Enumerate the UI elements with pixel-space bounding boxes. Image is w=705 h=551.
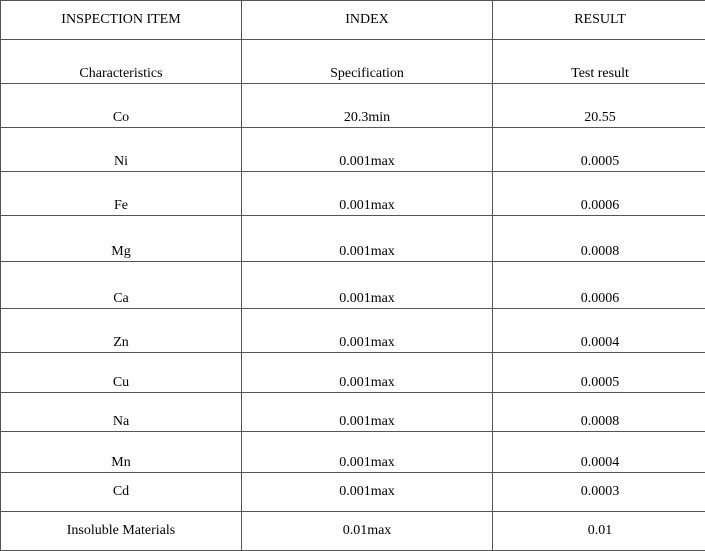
cell-index: 0.001max <box>242 432 493 473</box>
header-inspection-item: INSPECTION ITEM <box>1 1 242 40</box>
header-index: INDEX <box>242 1 493 40</box>
table-row <box>1 353 705 393</box>
subheader-specification: Specification <box>242 40 493 84</box>
table-row <box>1 84 705 128</box>
cell-result: 0.01 <box>493 512 705 551</box>
cell-result: 0.0006 <box>493 262 705 309</box>
cell-index: 0.001max <box>242 172 493 216</box>
cell-result: 0.0005 <box>493 353 705 393</box>
cell-index: 0.001max <box>242 128 493 172</box>
cell-index: 0.001max <box>242 262 493 309</box>
cell-item: Co <box>1 84 242 128</box>
cell-index: 0.001max <box>242 473 493 512</box>
cell-index: 0.001max <box>242 393 493 432</box>
cell-result: 0.0004 <box>493 432 705 473</box>
header-result: RESULT <box>493 1 705 40</box>
cell-index: 0.001max <box>242 309 493 353</box>
cell-item: Ca <box>1 262 242 309</box>
cell-item: Cu <box>1 353 242 393</box>
cell-index: 0.01max <box>242 512 493 551</box>
cell-result: 20.55 <box>493 84 705 128</box>
cell-result: 0.0004 <box>493 309 705 353</box>
subheader-test-result: Test result <box>493 40 705 84</box>
cell-item: Cd <box>1 473 242 512</box>
cell-index: 0.001max <box>242 216 493 262</box>
table-row <box>1 172 705 216</box>
cell-result: 0.0008 <box>493 216 705 262</box>
cell-index: 20.3min <box>242 84 493 128</box>
cell-index: 0.001max <box>242 353 493 393</box>
cell-item: Mg <box>1 216 242 262</box>
cell-item: Insoluble Materials <box>1 512 242 551</box>
cell-result: 0.0006 <box>493 172 705 216</box>
table-header-row <box>1 1 705 40</box>
table-row <box>1 393 705 432</box>
cell-item: Na <box>1 393 242 432</box>
table-row <box>1 262 705 309</box>
cell-result: 0.0003 <box>493 473 705 512</box>
cell-item: Zn <box>1 309 242 353</box>
subheader-characteristics: Characteristics <box>1 40 242 84</box>
table-row <box>1 128 705 172</box>
table-row <box>1 216 705 262</box>
table-subheader-row <box>1 40 705 84</box>
cell-item: Fe <box>1 172 242 216</box>
table-row <box>1 309 705 353</box>
cell-item: Ni <box>1 128 242 172</box>
table-row <box>1 432 705 473</box>
table-row <box>1 473 705 512</box>
cell-result: 0.0008 <box>493 393 705 432</box>
table-row <box>1 512 705 551</box>
cell-item: Mn <box>1 432 242 473</box>
cell-result: 0.0005 <box>493 128 705 172</box>
